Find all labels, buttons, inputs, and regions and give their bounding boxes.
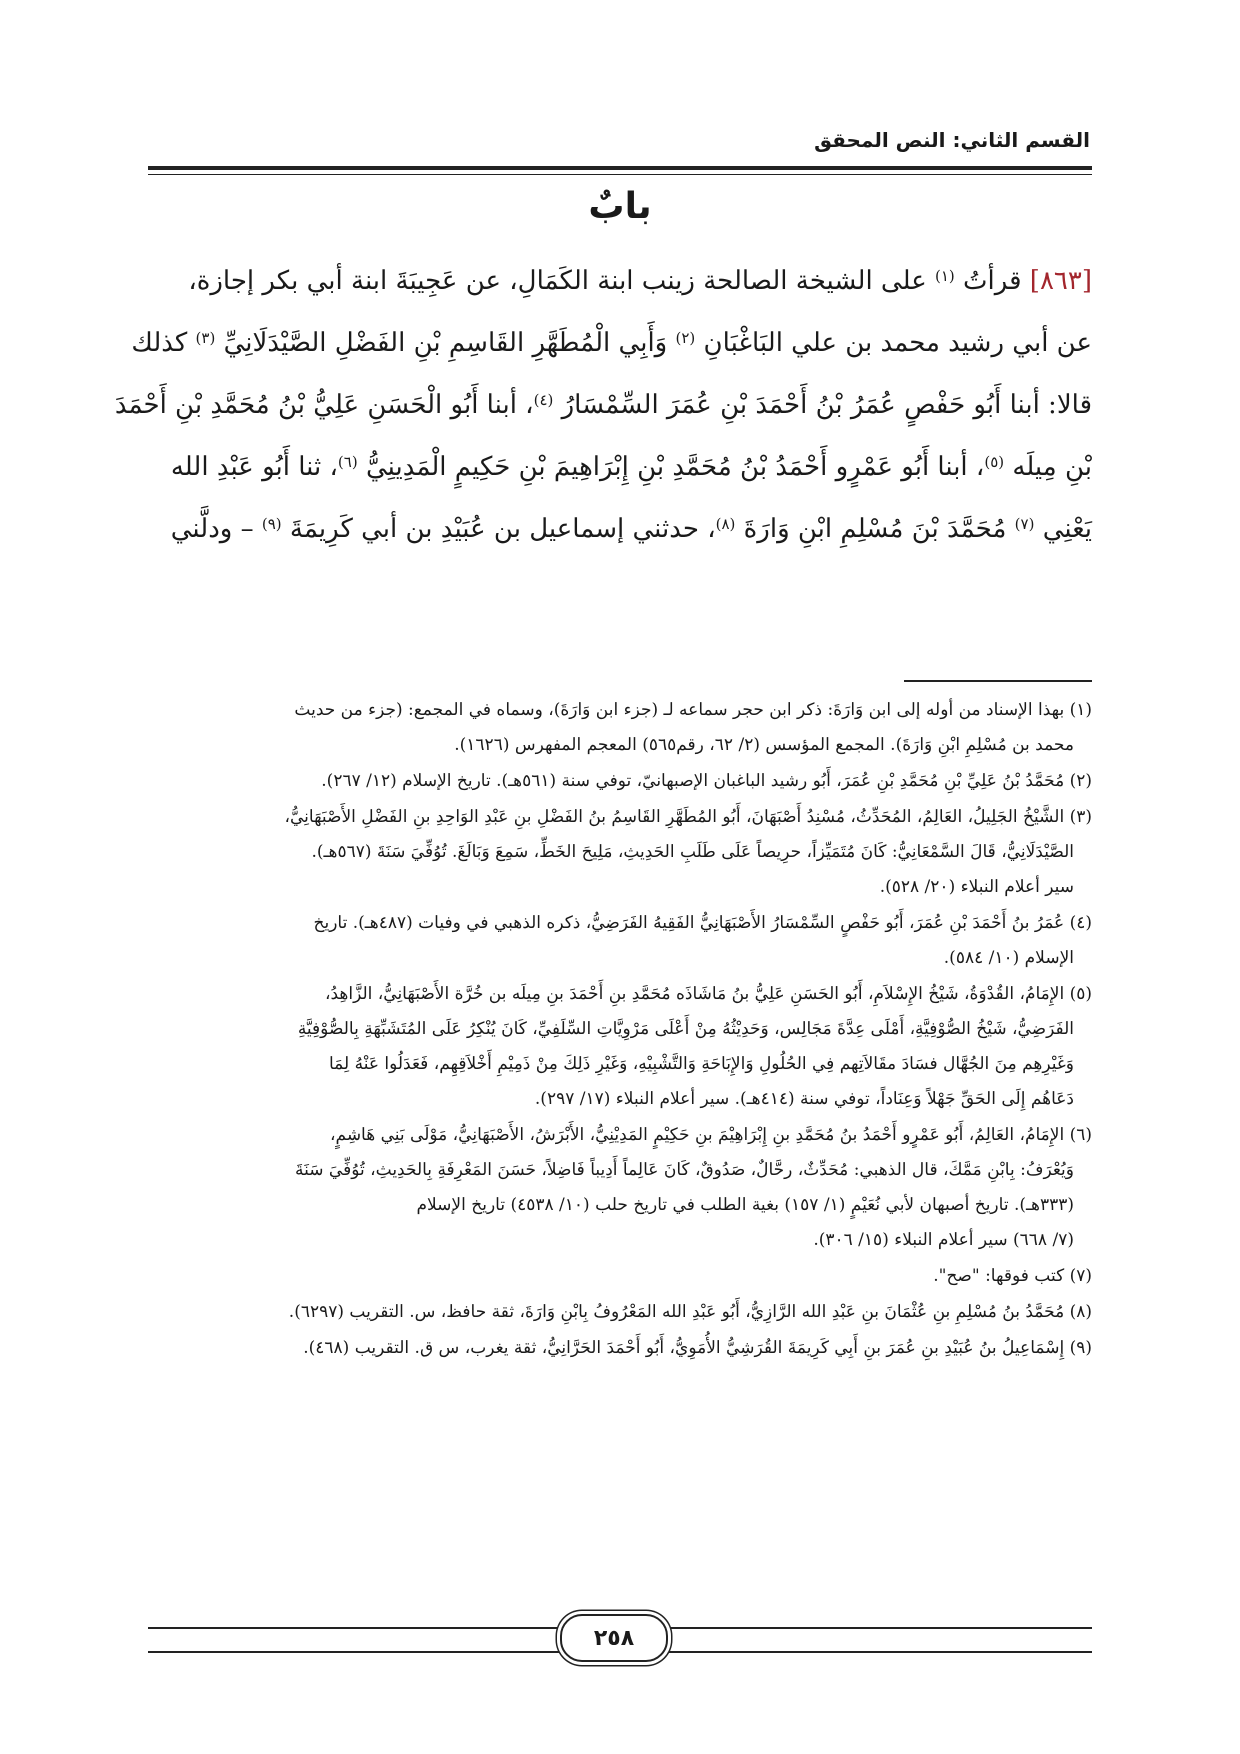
body-line: [٨٦٣] قرأتُ $^{(١)}$ على الشيخة الصالحة زينب ابنة الكَمَالِ، عن عَجِيبَةَ ابنة أبي بكر إجازة، xyxy=(188,266,1092,296)
header-rule-thick xyxy=(148,166,1092,170)
body-line: بْنِ مِيلَه $^{(٥)}$، أبنا أَبُو عَمْرٍو أَحْمَدُ بْنُ مُحَمَّدِ بْنِ إِبْرَاهِيمَ بْنِ حَكِيمٍ الْمَدِينِيُّ $^{(٦)}$، ثنا أَبُو عَبْدِ الله xyxy=(170,452,1092,482)
footnote-2: (٢) مُحَمَّدُ بْنُ عَلِيِّ بْنِ مُحَمَّدِ بْنِ عُمَرَ، أَبُو رشيد الباغبان الإصبهانيّ، توفي سنة (٥٦١هـ). تاريخ الإسلام (١٢/ ٢٦٧). xyxy=(321,771,1092,791)
running-header: القسم الثاني: النص المحقق xyxy=(814,128,1090,152)
footnote-marker: (٢) xyxy=(675,329,696,347)
footnote-marker: (٨) xyxy=(715,515,736,533)
footnote-marker: (٩) xyxy=(261,515,282,533)
footnote-marker: (٤) xyxy=(533,391,554,409)
body-line: يَعْنِي $^{(٧)}$ مُحَمَّدَ بْنَ مُسْلِمِ ابْنِ وَارَةَ $^{(٨)}$، حدثني إسماعيل بن عُبَيْدِ بن أبي كَرِيمَةَ $^{(٩)}$ – ودلَّني xyxy=(170,514,1092,544)
body-line: قالا: أبنا أَبُو حَفْصٍ عُمَرُ بْنُ أَحْمَدَ بْنِ عُمَرَ السِّمْسَارُ $^{(٤)}$، أبنا أَبُو الْحَسَنِ عَلِيُّ بْنُ مُحَمَّدِ بْنِ أَحْمَدَ xyxy=(114,390,1092,420)
footnote-5: (٥) الإِمَامُ، القُدْوَةُ، شَيْخُ الإِسْلاَمِ، أَبُو الحَسَنِ عَلِيُّ بنُ مَاشَاذَه مُحَمَّدِ بنِ أَحْمَدَ بنِ مِيلَه بن خُرَّة الأَصْبَهَانِيُّ، الزَّاهِدُ، الفَرَضِيُّ، شَيْخُ الصُّوْفِيَّةِ، أَمْلَى عِدَّةَ مَجَالِس، وَحَدِيْثُهُ مِنْ أَعْلَى مَرْوِيَّاتِ السِّلَفِيِّ، كَانَ يُنْكِرُ عَلَى المُتَشَبِّهَةِ بِالصُّوْفِيَّةِ وَغَيْرِهِم مِنَ الجُهَّال فسَادَ مقَالاَتِهم فِي الحُلُولِ وَالإِبَاحَةِ وَالتَّشْبِيْهِ، وَغَيْرِ ذَلِكَ مِنْ ذَمِيْمِ أَخْلاَقِهِم، فَعَدَلُوا عَنْهُ لِمَا دَعَاهُم إِلَى الحَقِّ جَهْلاً وَعِنَاداً، توفي سنة (٤١٤هـ). سير أعلام النبلاء (١٧/ ٢٩٧). xyxy=(297,984,1092,1109)
footnote-4: (٤) عُمَرُ بنُ أَحْمَدَ بْنِ عُمَرَ، أَبُو حَفْصٍ السِّمْسَارُ الأَصْبَهَانِيُّ الفَقِيهُ الفَرَضِيُّ، ذكره الذهبي في وفيات (٤٨٧هـ). تاريخ الإسلام (١٠/ ٥٨٤). xyxy=(313,913,1092,968)
header-rule-thin xyxy=(148,174,1092,175)
footnote-marker: (٦) xyxy=(337,453,358,471)
footnote-marker: (٥) xyxy=(984,453,1005,471)
chapter-title: بابٌ xyxy=(588,186,652,227)
footnote-1: (١) بهذا الإسناد من أوله إلى ابن وَارَةَ: ذكر ابن حجر سماعه لـ (جزء ابن وَارَةَ)، وسماه في المجمع: (جزء من حديث محمد بن مُسْلِمِ ابْنِ وَارَةَ). المجمع المؤسس (٢/ ٦٢، رقم٥٦٥) المعجم المفهرس (١٦٢٦). xyxy=(294,700,1092,755)
footnotes xyxy=(148,693,1092,1367)
entry-number: [٨٦٣] xyxy=(1029,266,1092,296)
footnote-marker: (١) xyxy=(934,267,955,285)
footnote-9: (٩) إِسْمَاعِيلُ بنُ عُبَيْدِ بنِ عُمَرَ بنِ أَبِي كَرِيمَةَ القُرَشِيُّ الأُمَوِيُّ، أَبُو أَحْمَدَ الحَرَّانِيُّ، ثقة يغرب، س ق. التقريب (٤٦٨). xyxy=(303,1338,1092,1358)
page-number: ٢٥٨ xyxy=(593,1625,635,1651)
footnote-3: (٣) الشَّيْخُ الجَلِيلُ، العَالِمُ، المُحَدِّثُ، مُسْنِدُ أَصْبَهَانَ، أَبُو المُطَهَّرِ القَاسِمُ بنُ الفَضْلِ بنِ عَبْدِ الوَاحِدِ بنِ الفَضْلِ الأَصْبَهَانِيُّ، الصَّيْدَلَانِيُّ، قَالَ السَّمْعَانِيُّ: كَانَ مُتَمَيِّزاً، حرِيصاً عَلَى طَلَبِ الحَدِيثِ، مَلِيحَ الخَطِّ، سَمِعَ وَبَالَغَ. تُوُفِّيَ سَنَةَ (٥٦٧هـ). سير أعلام النبلاء (٢٠/ ٥٢٨). xyxy=(284,807,1092,897)
footnote-marker: (٧) xyxy=(1014,515,1035,533)
footnote-separator xyxy=(904,680,1092,682)
page-number-frame xyxy=(560,1614,668,1662)
footnote-6: (٦) الإِمَامُ، العَالِمُ، أَبُو عَمْرٍو أَحْمَدُ بنُ مُحَمَّدِ بنِ إِبْرَاهِيْمَ بنِ حَكِيْمٍ المَدِيْنِيُّ، الأَبْرَشُ، الأَصْبَهَانِيُّ، مَوْلَى بَنِي هَاشِمٍ، وَيُعْرَفُ: بِابْنِ مَمَّكَ، قال الذهبي: مُحَدِّثٌ، رحَّالٌ، صَدُوقٌ، كَانَ عَالِماً أَدِيباً فَاضِلاً، حَسَنَ المَعْرِفَةِ بِالحَدِيثِ، تُوُفِّيَ سَنَةَ (٣٣٣هـ). تاريخ أصبهان لأبي نُعَيْمٍ (١/ ١٥٧) بغية الطلب في تاريخ حلب (١٠/ ٤٥٣٨) تاريخ الإسلام (٧/ ٦٦٨) سير أعلام النبلاء (١٥/ ٣٠٦). xyxy=(295,1125,1092,1250)
footnote-8: (٨) مُحَمَّدُ بنُ مُسْلِمِ بنِ عُثْمَانَ بنِ عَبْدِ الله الرَّازِيُّ، أَبُو عَبْدِ الله المَعْرُوفُ بِابْنِ وَارَةَ، ثقة حافظ، س. التقريب (٦٢٩٧). xyxy=(288,1302,1092,1322)
body-line: عن أبي رشيد محمد بن علي البَاغْبَانِ $^{(٢)}$ وَأَبِي الْمُطَهَّرِ القَاسِمِ بْنِ الفَضْلِ الصَّيْدَلَانِيِّ $^{(٣)}$ كذلك xyxy=(131,328,1092,358)
footnote-marker: (٣) xyxy=(195,329,216,347)
footnote-7: (٧) كتب فوقها: "صح". xyxy=(933,1266,1092,1286)
body-paragraph xyxy=(114,248,1092,558)
